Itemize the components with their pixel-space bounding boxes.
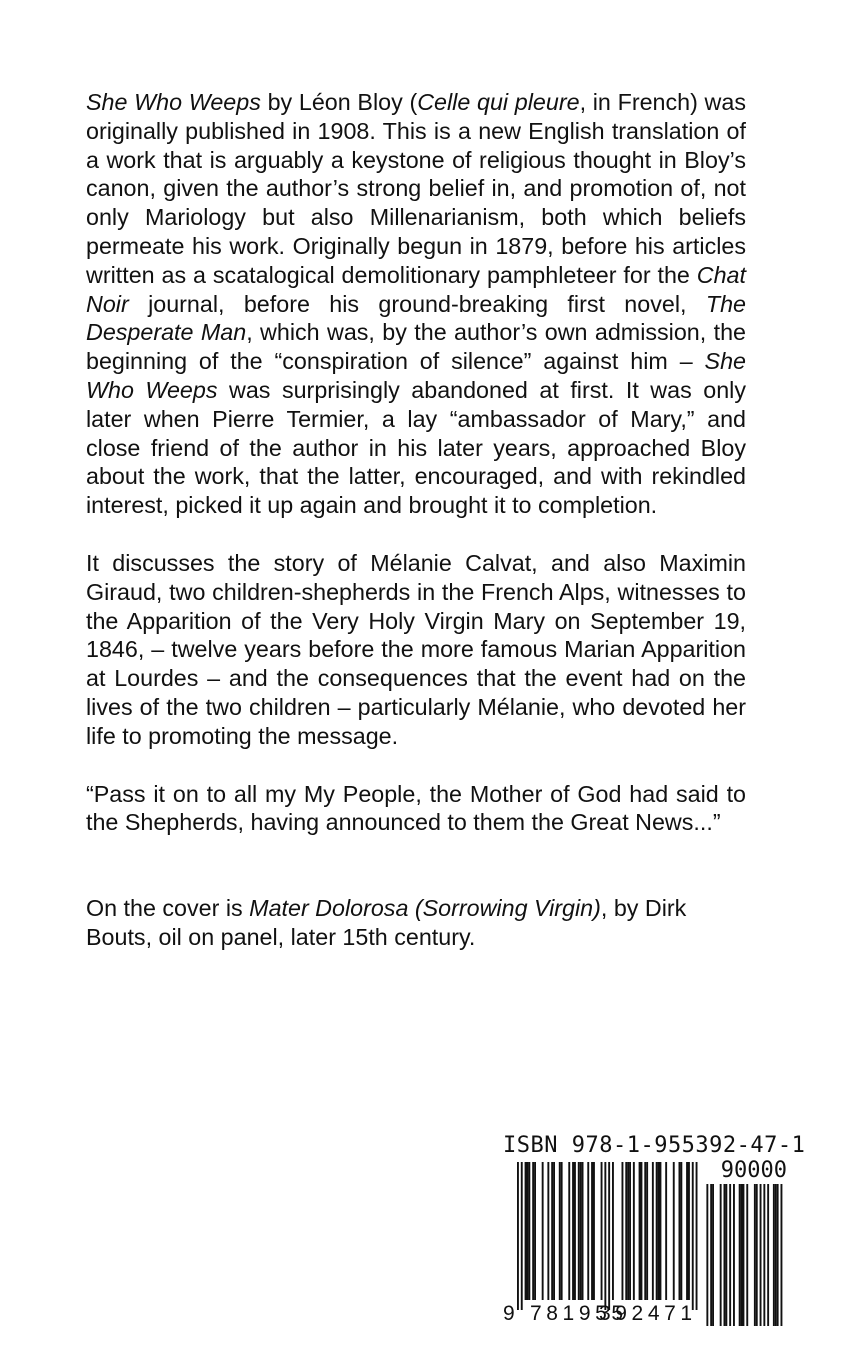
- barcode-bar-32: [641, 1162, 643, 1300]
- price-code: 90000: [720, 1158, 787, 1183]
- barcode-bar-1: [521, 1162, 523, 1310]
- book-title: She Who Weeps: [86, 89, 261, 115]
- addon-bar-11: [746, 1184, 748, 1326]
- barcode-digit-first: 9: [503, 1302, 515, 1325]
- barcode-bar-22: [601, 1162, 603, 1300]
- barcode-bar-8: [547, 1162, 549, 1300]
- addon-bar-12: [754, 1184, 756, 1326]
- addon-bar-17: [773, 1184, 775, 1326]
- barcode-bar-19: [587, 1162, 589, 1300]
- addon-bar-15: [763, 1184, 765, 1326]
- barcode-bar-36: [656, 1162, 658, 1300]
- barcode-bar-24: [608, 1162, 610, 1310]
- addon-bar-4: [724, 1184, 726, 1326]
- barcode-bar-37: [658, 1162, 660, 1300]
- paragraph-cover-credit: On the cover is Mater Dolorosa (Sorrowing Virgin), by Dirk Bouts, oil on panel, later 15th century.: [86, 895, 687, 950]
- barcode-bar-43: [686, 1162, 688, 1300]
- barcode-bar-7: [542, 1162, 544, 1300]
- barcode-bar-17: [580, 1162, 582, 1300]
- addon-bar-10: [743, 1184, 745, 1326]
- painting-title: Mater Dolorosa (Sorrowing Virgin): [249, 895, 601, 922]
- addon-bar-20: [781, 1184, 783, 1326]
- addon-bar-3: [720, 1184, 722, 1326]
- barcode-bar-4: [528, 1162, 530, 1300]
- barcode-bar-28: [627, 1162, 629, 1300]
- addon-bar-5: [725, 1184, 727, 1326]
- barcode-bar-2: [525, 1162, 527, 1300]
- barcode-bar-12: [561, 1162, 563, 1300]
- barcode-bar-46: [696, 1162, 698, 1310]
- addon-bar-19: [777, 1184, 779, 1326]
- blurb-text: [86, 88, 746, 952]
- isbn-label: ISBN 978-1-955392-47-1: [503, 1133, 806, 1158]
- barcode-bar-23: [604, 1162, 606, 1310]
- barcode-bar-0: [517, 1162, 519, 1310]
- addon-bar-2: [712, 1184, 714, 1326]
- barcode-bar-13: [568, 1162, 570, 1300]
- barcode-bar-33: [644, 1162, 646, 1300]
- barcode-bar-6: [534, 1162, 536, 1300]
- barcode-bar-40: [673, 1162, 675, 1300]
- addon-bar-16: [767, 1184, 769, 1326]
- book-title-repeat: She Who Weeps: [86, 348, 746, 403]
- barcode-bar-35: [652, 1162, 654, 1300]
- addon-bar-14: [760, 1184, 762, 1326]
- barcode-bar-45: [692, 1162, 694, 1310]
- barcode-bar-29: [629, 1162, 631, 1300]
- barcode-bar-44: [688, 1162, 690, 1300]
- barcode-bar-41: [679, 1162, 681, 1300]
- barcode-digits-right: 392471: [599, 1302, 697, 1325]
- addon-bar-9: [741, 1184, 743, 1326]
- barcode-bar-31: [639, 1162, 641, 1300]
- barcode-bar-20: [591, 1162, 593, 1300]
- addon-bar-0: [706, 1184, 708, 1326]
- barcode-bar-14: [572, 1162, 574, 1300]
- addon-bar-6: [729, 1184, 731, 1326]
- barcode-bar-16: [578, 1162, 580, 1300]
- paragraph-quote: “Pass it on to all my My People, the Mother of God had said to the Shepherds, having announced to them the Great News...”: [86, 780, 746, 836]
- journal-title: Chat Noir: [86, 261, 746, 317]
- addon-bar-1: [710, 1184, 712, 1326]
- barcode-bar-18: [582, 1162, 584, 1300]
- barcode-bar-25: [612, 1162, 614, 1300]
- barcode-bar-9: [551, 1162, 553, 1300]
- paragraph-intro: She Who Weeps by Léon Bloy (Celle qui pleure, in French) was originally published in 1908. This is a new English translation of a work that is arguably a keystone of religious thought in Bloy’s canon, given the author’s strong belief in, and promotion of, not only Mariology but also Millenarianism, both which beliefs permeate his work. Originally begun in 1879, before his articles written as a scatalogical demolitionary pamphleteer for the Chat Noir journal, before his ground-breaking first novel, The Desperate Man, which was, by the author’s own admission, the beginning of the “conspiration of silence” against him – She Who Weeps was surprisingly abandoned at first. It was only later when Pierre Termier, a lay “ambassador of Mary,” and close friend of the author in his later years, approached Bloy about the work, that the latter, encouraged, and with rekindled interest, picked it up again and brought it to completion.: [86, 89, 747, 519]
- barcode-bar-5: [532, 1162, 534, 1300]
- addon-bar-7: [733, 1184, 735, 1326]
- isbn-barcode: [503, 1133, 806, 1334]
- barcode-bar-26: [622, 1162, 624, 1300]
- barcode-bar-30: [633, 1162, 635, 1300]
- novel-title: The Desperate Man: [86, 290, 746, 346]
- addon-bar-18: [775, 1184, 777, 1326]
- barcode-bar-27: [625, 1162, 627, 1300]
- paragraph-story: It discusses the story of Mélanie Calvat, and also Maximin Giraud, two children-shepherds in the French Alps, witnesses to the Apparition of the Very Holy Virgin Mary on September 19, 1846, – twelve years before the more famous Marian Apparition at Lourdes – and the consequences that the event had on the lives of the two children – particularly Mélanie, who devoted her life to promoting the message.: [86, 549, 746, 749]
- barcode-bar-10: [553, 1162, 555, 1300]
- french-title: Celle qui pleure: [417, 89, 580, 115]
- barcode-bar-39: [665, 1162, 667, 1300]
- barcode-bar-21: [593, 1162, 595, 1300]
- barcode-bar-15: [574, 1162, 576, 1300]
- barcode-bar-11: [559, 1162, 561, 1300]
- addon-bar-8: [739, 1184, 741, 1326]
- addon-bar-13: [756, 1184, 758, 1326]
- barcode-bar-38: [660, 1162, 662, 1300]
- barcode-bar-34: [646, 1162, 648, 1300]
- barcode-digits-left: 781955: [530, 1302, 628, 1325]
- barcode-bar-42: [680, 1162, 682, 1300]
- barcode-bar-3: [527, 1162, 529, 1300]
